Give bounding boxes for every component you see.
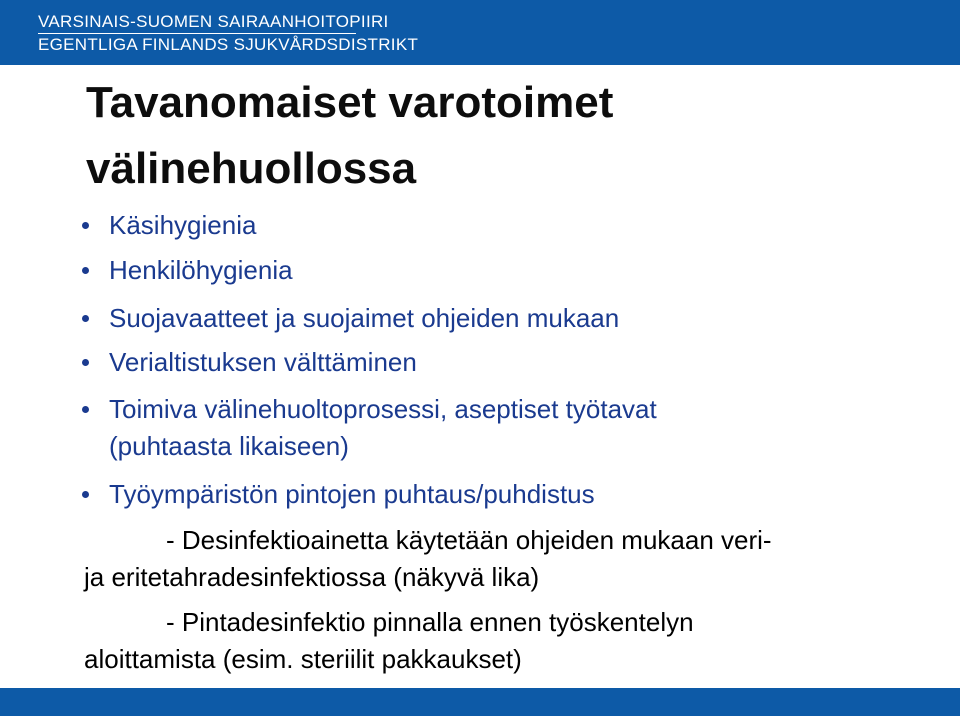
sub-item-1-line-1: - Desinfektioainetta käytetään ohjeiden mukaan veri- <box>166 525 772 555</box>
slide-title-line-2: välinehuollossa <box>86 144 417 193</box>
sub-item-2-line-1: - Pintadesinfektio pinnalla ennen työskentelyn <box>166 607 694 637</box>
sub-item-2-line-2: aloittamista (esim. steriilit pakkaukset) <box>84 644 522 674</box>
slide-title <box>86 70 613 202</box>
sub-item-1-line-2: ja eritetahradesinfektiossa (näkyvä lika) <box>84 562 540 592</box>
org-name-swedish: EGENTLIGA FINLANDS SJUKVÅRDSDISTRIKT <box>38 35 419 54</box>
bullet-icon <box>82 267 89 274</box>
bullet-icon <box>82 406 89 413</box>
bullet-icon <box>82 359 89 366</box>
org-name-finnish: VARSINAIS-SUOMEN SAIRAANHOITOPIIRI <box>38 12 389 31</box>
bullet-icon <box>82 315 89 322</box>
bullet-text: Toimiva välinehuoltoprosessi, aseptiset työtavat <box>109 394 657 424</box>
header-bar <box>0 0 960 65</box>
bullet-text: (puhtaasta likaiseen) <box>109 431 349 461</box>
bullet-text: Suojavaatteet ja suojaimet ohjeiden mukaan <box>109 303 620 333</box>
bullet-icon <box>82 491 89 498</box>
bullet-text: Henkilöhygienia <box>109 255 293 285</box>
footer-bar <box>0 688 960 716</box>
org-name-divider <box>38 33 356 34</box>
slide-title-line-1: Tavanomaiset varotoimet <box>86 78 614 127</box>
bullet-text: Käsihygienia <box>109 210 257 240</box>
bullet-text: Työympäristön pintojen puhtaus/puhdistus <box>109 479 595 509</box>
bullet-text: Verialtistuksen välttäminen <box>109 347 417 377</box>
bullet-icon <box>82 222 89 229</box>
